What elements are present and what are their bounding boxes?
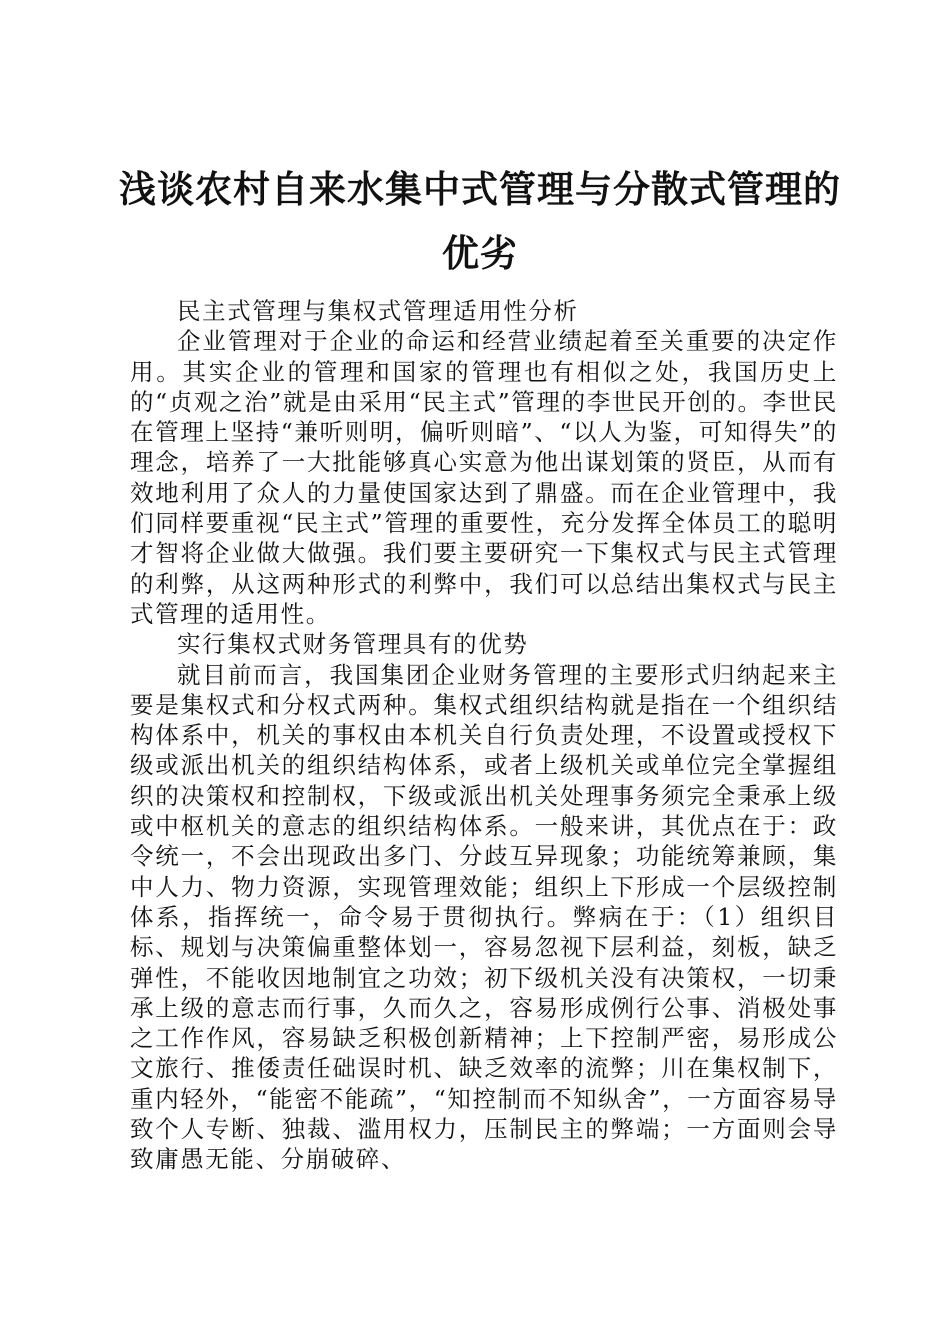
body-paragraph: 就目前而言，我国集团企业财务管理的主要形式归纳起来主要是集权式和分权式两种。集权式组织结构就是指在一个组织结构体系中，机关的事权由本机关自行负责处理，不设置或授权下级或派出机关的组织结构体系，或者上级机关或单位完全掌握组织的决策权和控制权，下级或派出机关处理事务须完全秉承上级或中枢机关的意志的组织结构体系。一般来讲，其优点在于：政令统一，不会出现政出多门、分歧互异现象；功能统筹兼顾，集中人力、物力资源，实现管理效能；组织上下形成一个层级控制体系，指挥统一，命令易于贯彻执行。弊病在于：（1）组织目标、规划与决策偏重整体划一，容易忽视下层利益，刻板，缺乏弹性，不能收因地制宜之功效；初下级机关没有决策权，一切秉承上级的意志而行事，久而久之，容易形成例行公事、消极处事之工作作风，容易缺乏积极创新精神；上下控制严密，易形成公文旅行、推倭责任础误时机、缺乏效率的流弊；川在集权制下，重内轻外，“能密不能疏”，“知控制而不知纵舍”，一方面容易导致个人专断、独裁、滥用权力，压制民主的弊端；一方面则会导致庸愚无能、分崩破碎、: [130, 660, 838, 1174]
section-heading: 民主式管理与集权式管理适用性分析: [177, 297, 579, 325]
document-body: [130, 296, 838, 1175]
document-title: 浅谈农村自来水集中式管理与分散式管理的优劣: [119, 168, 841, 275]
section-heading: 实行集权式财务管理具有的优势: [177, 630, 529, 659]
body-paragraph: 企业管理对于企业的命运和经营业绩起着至关重要的决定作用。其实企业的管理和国家的管理也有相似之处，我国历史上的“贞观之治”就是由采用“民主式”管理的李世民开创的。李世民在管理上坚持“兼听则明，偏听则暗”、“以人为鉴，可知得失”的理念，培养了一大批能够真心实意为他出谋划策的贤臣，从而有效地利用了众人的力量使国家达到了鼎盛。而在企业管理中，我们同样要重视“民主式”管理的重要性，充分发挥全体员工的聪明才智将企业做大做强。我们要主要研究一下集权式与民主式管理的利弊，从这两种形式的利弊中，我们可以总结出集权式与民主式管理的适用性。: [130, 327, 838, 628]
